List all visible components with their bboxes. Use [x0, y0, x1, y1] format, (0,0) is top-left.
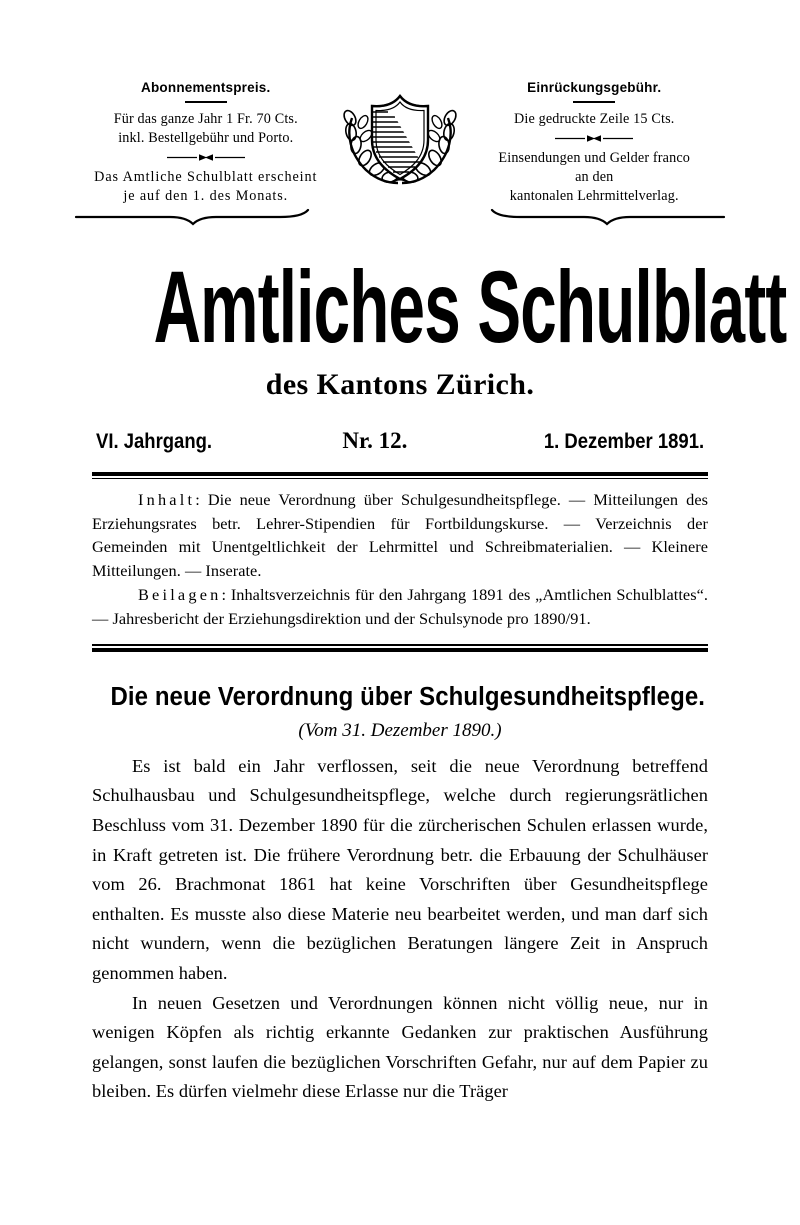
page-subtitle: des Kantons Zürich. [265, 367, 535, 401]
issue-line [92, 428, 708, 454]
inhalt-text: Die neue Verordnung über Schulgesundheitspflege. — Mitteilungen des Erziehungsrates betr. Lehrer-Stipendien für Fortbildungskurse. — Verzeichnis der Gemeinden mit Unentgeltlichkeit der Lehrmittel und Schreibmaterialien. — Kleinere Mitteilungen. — Inserate. [92, 490, 708, 580]
inhalt-colon: : [195, 490, 200, 510]
masthead [92, 0, 708, 234]
contents-beilagen [92, 583, 708, 630]
contents-inhalt [92, 488, 708, 582]
issue-volume: VI. Jahrgang. [96, 429, 213, 453]
article-body [92, 752, 708, 1107]
subscription-price-line-1: Für das ganze Jahr 1 Fr. 70 Cts. [113, 111, 298, 127]
publication-frequency-line-2: je auf den 1. des Monats. [123, 188, 289, 204]
beilagen-colon: : [221, 585, 227, 605]
emblem-container [328, 80, 473, 186]
contents-top-rule [92, 472, 708, 480]
beilagen-label: Beilagen [138, 585, 222, 605]
decorative-swash-rule-left [74, 208, 312, 230]
submission-line-1: Einsendungen und Gelder franco [498, 150, 691, 166]
article-subheading: (Vom 31. Dezember 1890.) [298, 719, 502, 741]
submission-line-3: kantonalen Lehrmittelverlag. [509, 188, 679, 204]
left-swash-row [84, 208, 328, 234]
article-heading: Die neue Verordnung über Schulgesundheitspflege. [110, 682, 706, 711]
short-divider-rule-right [573, 101, 615, 103]
arrow-ornament-icon [163, 153, 249, 162]
issue-date: 1. Dezember 1891. [543, 429, 704, 453]
right-swash-row [472, 208, 716, 234]
short-divider-rule [185, 101, 227, 103]
page-title: Amtliches Schulblatt [153, 251, 787, 365]
article-paragraph: In neuen Gesetzen und Verordnungen können nicht völlig neue, nur in wenigen Köpfen als richtig erkannte Gedanken zur praktischen Ausführung gelangen, sonst laufen die bezüglichen Vorschriften Gefahr, nur auf dem Papier zu bleiben. Es dürfen vielmehr diese Erlasse nur die Träger [92, 992, 708, 1102]
coat-of-arms-zurich-icon [332, 82, 468, 186]
contents-block [92, 488, 708, 630]
issue-number: Nr. 12. [342, 427, 408, 453]
subscription-price-line-2: inkl. Bestellgebühr und Porto. [118, 130, 294, 146]
publication-frequency-line-1: Das Amtliche Schulblatt erscheint [94, 169, 318, 185]
subscription-heading: Abonnementspreis. [141, 80, 271, 95]
beilagen-text: Inhaltsverzeichnis für den Jahrgang 1891 des „Amtlichen Schulblattes“. — Jahresbericht der Erziehungsdirektion und der Schulsynode pro 1890/91. [92, 585, 708, 628]
inhalt-label: Inhalt [138, 490, 196, 510]
decorative-swash-rule-right [488, 208, 726, 230]
masthead-subscription-block [84, 80, 328, 234]
masthead-advertising-block [472, 80, 716, 234]
contents-bottom-rule [92, 644, 708, 652]
advertising-heading: Einrückungsgebühr. [527, 80, 662, 95]
submission-line-2: an den [575, 169, 614, 185]
arrow-ornament-icon-right [551, 134, 637, 143]
advertising-rate-line: Die gedruckte Zeile 15 Cts. [513, 111, 675, 127]
laurel-knot [392, 180, 408, 183]
article-paragraph: Es ist bald ein Jahr verflossen, seit die neue Verordnung betreffend Schulhausbau und Schulgesundheitspflege, welche durch regierungsrätlichen Beschluss vom 31. Dezember 1890 für die zürcherischen Schulen erlassen wurde, in Kraft getreten ist. Die frühere Verordnung betr. die Erbauung der Schulhäuser vom 26. Brachmonat 1861 hat keine Vorschriften über Gesundheitspflege enthalten. Es musste also diese Materie neu bearbeitet werden, und man darf sich nicht wundern, wenn die bezüglichen Beratungen längere Zeit in Anspruch genommen haben. [92, 755, 708, 984]
